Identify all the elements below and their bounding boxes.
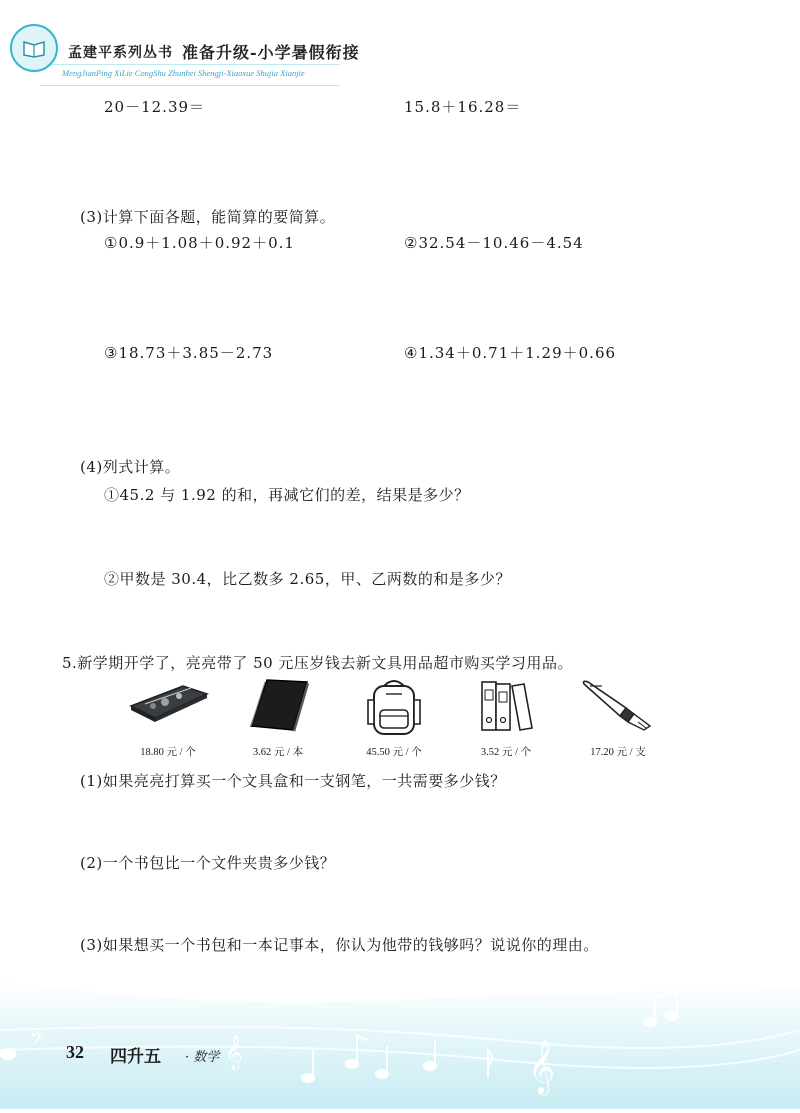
svg-text:𝄢: 𝄢 — [30, 1029, 45, 1054]
section-3-item-4: ④1.34＋0.71＋1.29＋0.66 — [404, 344, 617, 362]
publisher-logo — [10, 24, 58, 72]
header-pinyin: MengJianPing XiLie CongShu Zhunbei Shengji-Xiaoxue Shujia Xianjie — [62, 68, 305, 78]
grade-label: 四升五 — [110, 1047, 161, 1067]
section-4-item-1: ①45.2 与 1.92 的和，再减它们的差，结果是多少？ — [104, 486, 470, 504]
price-pencil-case: 18.80 元 / 个 — [140, 747, 196, 758]
problem-5-question-1: (1)如果亮亮打算买一个文具盒和一支钢笔，一共需要多少钱？ — [80, 772, 506, 790]
subject-label: · 数学 — [185, 1050, 220, 1065]
footer-band — [0, 970, 800, 1109]
series-name: 孟建平系列丛书 — [68, 45, 173, 61]
section-3-item-1: ①0.9＋1.08＋0.92＋0.1 — [104, 234, 295, 252]
music-notes-decoration — [0, 970, 800, 1109]
product-list — [120, 676, 680, 766]
folder-icon — [476, 676, 536, 734]
product-pencil-case — [120, 676, 216, 756]
product-fountain-pen — [570, 676, 666, 756]
section-3-item-2: ②32.54－10.46－4.54 — [404, 234, 584, 252]
equation-right: 15.8＋16.28＝ — [404, 98, 522, 116]
product-notebook — [230, 676, 326, 756]
product-folder — [458, 676, 554, 756]
svg-text:𝄞: 𝄞 — [225, 1035, 243, 1070]
section-4-item-2: ②甲数是 30.4，比乙数多 2.65，甲、乙两数的和是多少？ — [104, 570, 511, 588]
price-folder: 3.52 元 / 个 — [480, 747, 532, 758]
problem-5-intro: 5.新学期开学了，亮亮带了 50 元压岁钱去新文具用品超市购买学习用品。 — [62, 654, 573, 672]
book-title: 准备升级-小学暑假衔接 — [182, 43, 360, 62]
book-icon — [22, 38, 46, 58]
problem-5-question-2: (2)一个书包比一个文件夹贵多少钱？ — [80, 854, 336, 872]
price-backpack: 45.50 元 / 个 — [366, 747, 422, 758]
pencil-case-icon — [125, 676, 211, 724]
svg-text:𝄞: 𝄞 — [528, 1039, 556, 1093]
section-3-heading: (3)计算下面各题，能简算的要简算。 — [80, 208, 336, 226]
equation-left: 20－12.39＝ — [104, 98, 206, 116]
fountain-pen-icon — [578, 676, 658, 732]
backpack-icon — [362, 676, 426, 738]
product-backpack — [346, 676, 442, 756]
problem-5-question-3: (3)如果想买一个书包和一本记事本，你认为他带的钱够吗？说说你的理由。 — [80, 936, 599, 954]
price-notebook: 3.62 元 / 本 — [252, 747, 304, 758]
header — [0, 0, 800, 95]
page-number: 32 — [66, 1042, 84, 1062]
section-3-item-3: ③18.73＋3.85－2.73 — [104, 344, 274, 362]
section-4-heading: (4)列式计算。 — [80, 458, 181, 476]
notebook-icon — [243, 676, 313, 732]
price-fountain-pen: 17.20 元 / 支 — [590, 747, 646, 758]
